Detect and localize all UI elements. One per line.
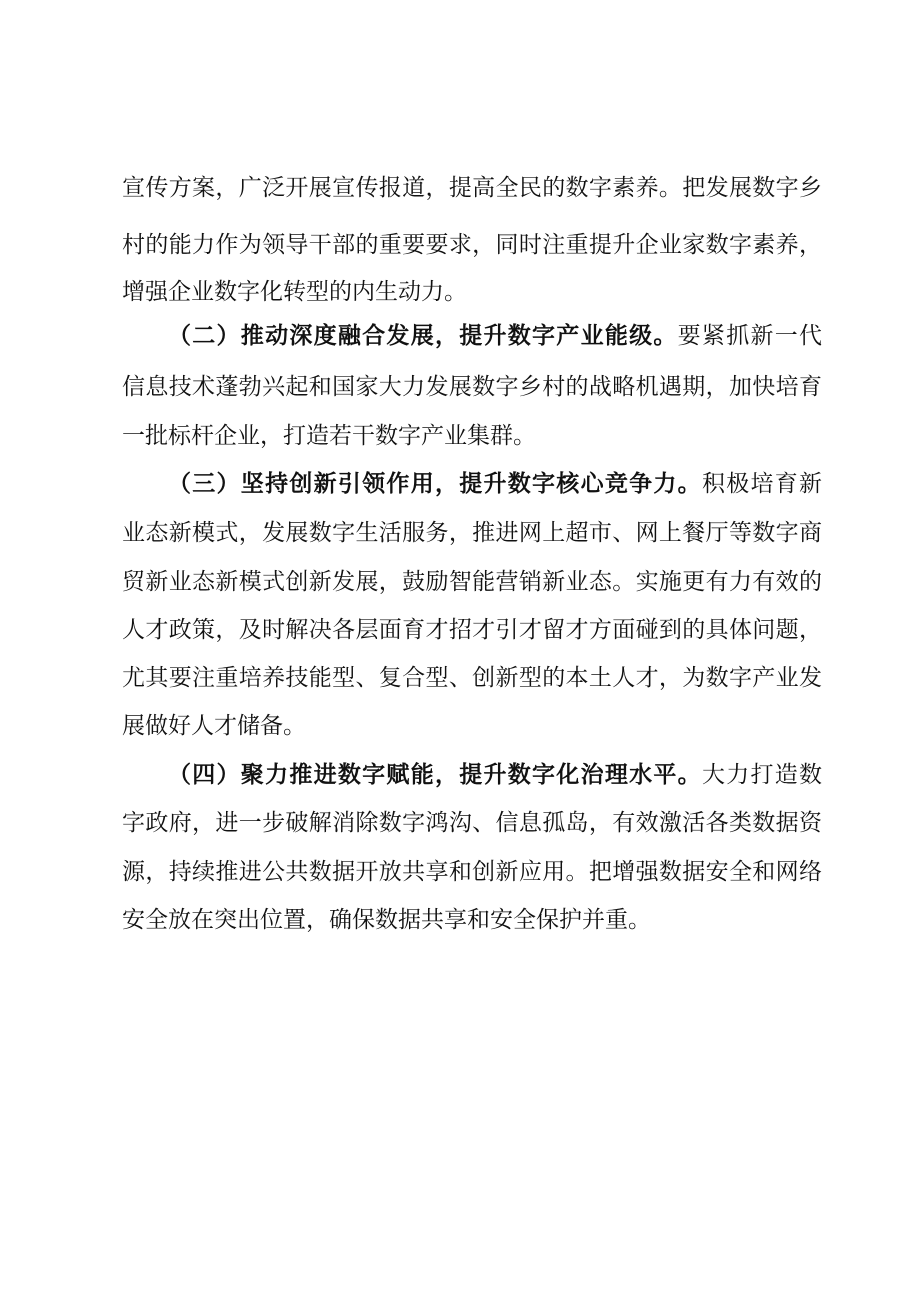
section3-line-5: 尤其要注重培养技能型、复合型、创新型的本土人才，为数字产业发 bbox=[122, 665, 822, 691]
section3-first-line bbox=[168, 464, 822, 504]
section2-heading: （二）推动深度融合发展，提升数字产业能级。 bbox=[168, 323, 678, 349]
section2-first-line-rest: 要紧抓新一代 bbox=[677, 323, 823, 349]
section3-line-6: 展做好人才储备。 bbox=[122, 713, 306, 739]
section4-first-line-rest: 大力打造数 bbox=[701, 762, 823, 788]
section2-line-2: 信息技术蓬勃兴起和国家大力发展数字乡村的战略机遇期，加快培育 bbox=[122, 374, 822, 400]
section2-line-3: 一批标杆企业，打造若干数字产业集群。 bbox=[122, 423, 536, 449]
section4-first-line bbox=[168, 755, 822, 795]
section4-line-2: 字政府，进一步破解消除数字鸿沟、信息孤岛，有效激活各类数据资 bbox=[122, 810, 822, 836]
intro-line-3: 增强企业数字化转型的内生动力。 bbox=[122, 279, 467, 305]
section2-first-line bbox=[168, 316, 822, 356]
section4-line-3: 源，持续推进公共数据开放共享和创新应用。把增强数据安全和网络 bbox=[122, 859, 822, 885]
section3-line-2: 业态新模式，发展数字生活服务，推进网上超市、网上餐厅等数字商 bbox=[122, 520, 822, 546]
section4-line-4: 安全放在突出位置，确保数据共享和安全保护并重。 bbox=[122, 907, 651, 933]
intro-line-1: 宣传方案，广泛开展宣传报道，提高全民的数字素养。把发展数字乡 bbox=[122, 175, 822, 201]
section3-line-4: 人才政策，及时解决各层面育才招才引才留才方面碰到的具体问题， bbox=[122, 617, 822, 643]
section3-heading: （三）坚持创新引领作用，提升数字核心竞争力。 bbox=[168, 471, 702, 497]
section3-line-3: 贸新业态新模式创新发展，鼓励智能营销新业态。实施更有力有效的 bbox=[122, 569, 822, 595]
section3-first-line-rest: 积极培育新 bbox=[701, 471, 823, 497]
intro-line-2: 村的能力作为领导干部的重要要求，同时注重提升企业家数字素养， bbox=[122, 232, 822, 258]
section4-heading: （四）聚力推进数字赋能，提升数字化治理水平。 bbox=[168, 762, 702, 788]
